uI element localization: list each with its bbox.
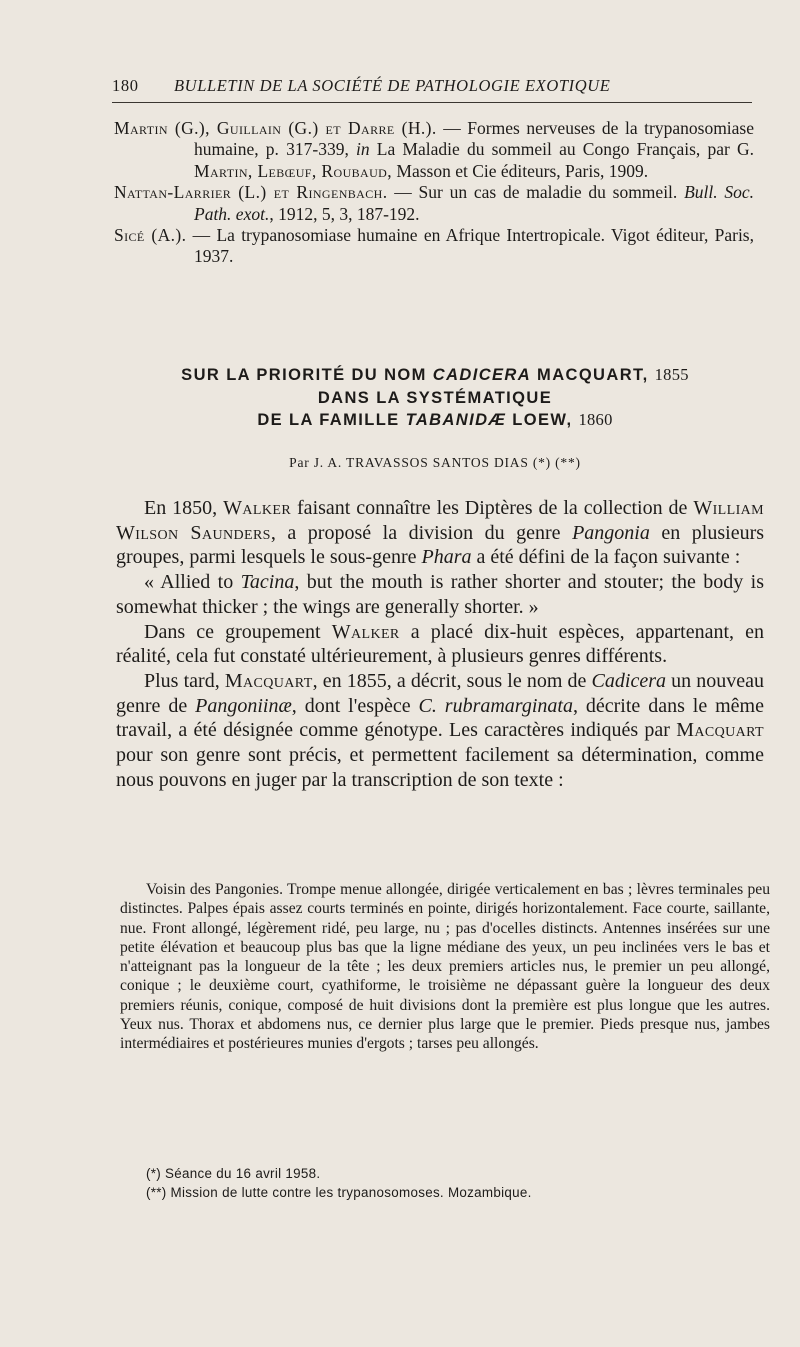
- title-text: SUR LA PRIORITÉ DU NOM: [181, 366, 433, 384]
- text: , dont l'espèce: [291, 694, 419, 717]
- paragraph: [116, 669, 764, 793]
- author-name: Walker: [331, 620, 400, 643]
- block-quote: [120, 880, 770, 1054]
- taxon-name: Pangoniinæ: [195, 694, 292, 717]
- quote-text: Voisin des Pangonies. Trompe menue allongée, dirigée verticalement en bas ; lèvres terminales peu distinctes. Palpes épais assez courts terminés en pointe, dirigés horizontalement. Face courte, saillante, nue. Front allongé, légèrement ridé, peu large, nu ; pas d'ocelles distincts. Antennes insérées sur une petite élévation et beaucoup plus bas que la ligne médiane des yeux, un peu inclinées vers le bas et n'atteignant pas la longueur de la tête ; les deux premiers articles nus, le premier un peu allongé, conique ; le deuxième court, cyathiforme, le troisième ne dépassant guère la longueur des deux premiers réunis, conique, composé de huit divisions dont la première est plus longue que les autres. Yeux nus. Thorax et abdomens nus, ce dernier plus large que le premier. Pieds presque nus, jambes intermédiaires et postérieures munies d'ergots ; tarses peu allongés.: [120, 881, 770, 1053]
- reference-martin: [114, 118, 754, 182]
- reference-names: Martin, Lebœuf, Roubaud,: [194, 160, 393, 181]
- title-year: 1855: [654, 365, 689, 384]
- reference-authors: Nattan-Larrier (L.) et Ringenbach.: [114, 182, 388, 203]
- author-byline: Par J. A. TRAVASSOS SANTOS DIAS (*) (**): [289, 455, 581, 470]
- references: [114, 118, 754, 268]
- reference-text: — Formes nerveuses de la trypanosomiase humaine, p. 317-339,: [194, 118, 755, 160]
- paragraph: [116, 570, 764, 619]
- footnote: (*) Séance du 16 avril 1958.: [146, 1166, 321, 1181]
- title-text: MACQUART,: [531, 366, 655, 384]
- title-text: LOEW,: [506, 411, 579, 429]
- reference-text: La Maladie du sommeil au Congo Français, par G.: [369, 139, 754, 160]
- genus-name: Tacina: [240, 571, 295, 594]
- paragraph: [116, 496, 764, 570]
- author-name: Macquart: [676, 719, 764, 742]
- text: , a proposé la division du genre: [270, 521, 573, 544]
- footnote: (**) Mission de lutte contre les trypanosomoses. Mozambique.: [146, 1184, 532, 1200]
- reference-text: , 1912, 5, 3, 187-192.: [269, 203, 420, 224]
- species-name: C. rubramarginata: [418, 694, 573, 717]
- title-genus: CADICERA: [432, 366, 532, 384]
- reference-sice: [114, 225, 754, 268]
- author-name: Walker: [223, 497, 292, 519]
- author-name: William Wilson Saunders: [116, 497, 765, 544]
- running-title: BULLETIN DE LA SOCIÉTÉ DE PATHOLOGIE EXOTIQUE: [174, 76, 611, 95]
- title-line: DANS LA SYSTÉMATIQUE: [317, 388, 553, 407]
- reference-authors: Martin (G.), Guillain (G.) et Darre (H.).: [114, 118, 437, 138]
- article-body: [116, 496, 764, 792]
- article-title: [110, 364, 760, 432]
- text: Plus tard,: [144, 669, 225, 692]
- genus-name: Pangonia: [572, 521, 650, 544]
- text: Dans ce groupement: [144, 620, 332, 643]
- text: pour son genre sont précis, et permettent facilement sa détermination, comme nous pouvons en juger par la transcription de son texte :: [116, 744, 764, 791]
- title-text: DE LA FAMILLE: [257, 411, 406, 429]
- title-family: TABANIDÆ: [405, 411, 507, 429]
- title-line: [110, 409, 760, 432]
- text: a placé dix-huit espèces, appartenant, en réalité, cela fut constaté ultérieurement, à plusieurs genres différents.: [116, 620, 764, 668]
- text: , décrite dans le même travail, a été désignée comme génotype. Les caractères indiqués par: [116, 694, 764, 742]
- text: En 1850,: [144, 497, 224, 519]
- text: un nouveau genre de: [116, 669, 765, 717]
- page-number: 180: [112, 76, 139, 95]
- text: , but the mouth is rather shorter and stouter; the body is somewhat thicker ; the wings are generally shorter. »: [116, 571, 764, 618]
- reference-text: — La trypanosomiase humaine en Afrique Intertropicale. Vigot éditeur, Paris, 1937.: [186, 225, 754, 267]
- title-line: [110, 364, 760, 387]
- text: « Allied to: [144, 571, 241, 594]
- footnotes: [146, 1165, 766, 1202]
- genus-name: Phara: [421, 546, 472, 569]
- reference-text: Masson et Cie éditeurs, Paris, 1909.: [392, 160, 649, 181]
- genus-name: Cadicera: [591, 669, 666, 692]
- reference-nattan-larrier: [114, 182, 754, 225]
- text: en plusieurs groupes, parmi lesquels le sous-genre: [116, 521, 765, 569]
- text: , en 1855, a décrit, sous le nom de: [312, 669, 592, 692]
- text: faisant connaître les Diptères de la collection de: [291, 497, 694, 519]
- text: a été défini de la façon suivante :: [471, 546, 741, 569]
- reference-journal: Bull. Soc. Path. exot.: [194, 182, 755, 224]
- reference-text: — Sur un cas de maladie du sommeil.: [387, 182, 685, 203]
- reference-in: in: [356, 139, 370, 160]
- running-header: [112, 76, 752, 103]
- paragraph: [116, 620, 764, 669]
- reference-authors: Sicé (A.).: [114, 225, 187, 246]
- title-year: 1860: [578, 410, 613, 429]
- author-name: Macquart: [224, 669, 313, 692]
